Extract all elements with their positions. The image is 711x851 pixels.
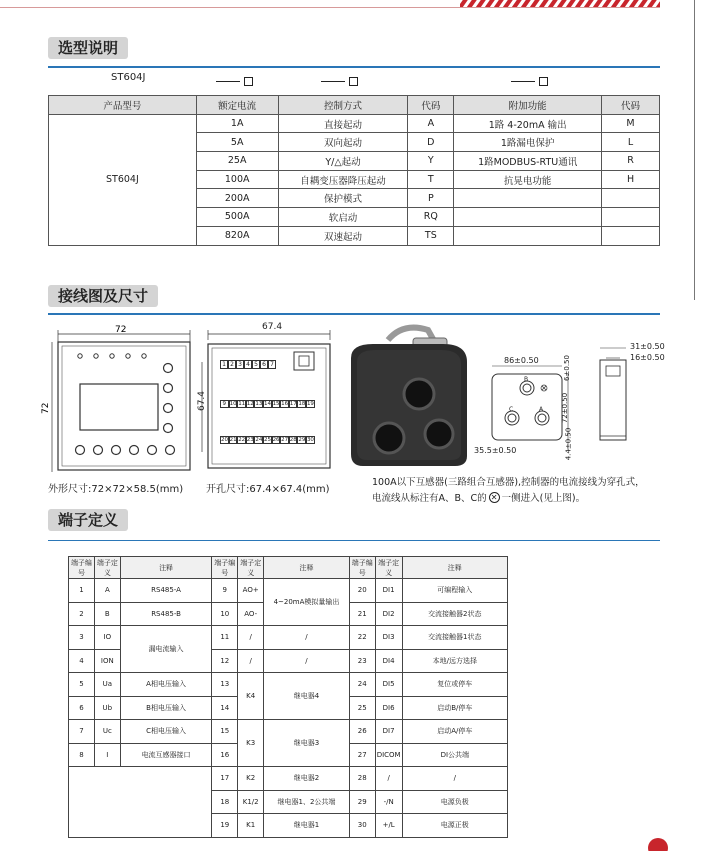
terminal-label: 20: [221, 437, 228, 443]
terminal-label: 6: [260, 360, 268, 369]
terminal-label: 5: [252, 360, 260, 369]
dim-6: 6±0.50: [562, 355, 571, 381]
table-row: [69, 720, 508, 744]
terminal-note: /: [264, 649, 350, 673]
terminal-no: 19: [212, 814, 238, 838]
terminal-note: /: [402, 767, 507, 791]
code-cell: D: [408, 133, 454, 152]
terminal-note: DI公共端: [402, 743, 507, 767]
fcode-cell: R: [602, 152, 660, 171]
terminal-note: 启动A/停车: [402, 720, 507, 744]
function-cell: 抗晃电功能: [454, 170, 602, 189]
terminal-no: 8: [69, 743, 95, 767]
function-cell: 1路漏电保护: [454, 133, 602, 152]
ct-dimension-drawing: [470, 350, 590, 460]
terminal-no: 12: [212, 649, 238, 673]
function-cell: 1路 4-20mA 输出: [454, 114, 602, 133]
terminal-no: 13: [212, 673, 238, 697]
terminal-def: DI1: [375, 579, 402, 603]
terminal-def: Ub: [94, 696, 120, 720]
code-slot-current: [216, 77, 253, 86]
terminal-note: 电源正极: [402, 814, 507, 838]
header-function: 附加功能: [454, 96, 602, 115]
terminal-def: K4: [238, 673, 264, 720]
dim-31: 31±0.50: [630, 342, 665, 351]
header-control: 控制方式: [278, 96, 408, 115]
dim-674-width: 67.4: [262, 322, 283, 332]
fcode-cell: L: [602, 133, 660, 152]
ct-note-text: 一侧进入(见上图)。: [501, 493, 586, 504]
terminal-def: DI3: [375, 626, 402, 650]
terminal-def: DI4: [375, 649, 402, 673]
terminal-label: 3: [236, 360, 244, 369]
terminal-no: 10: [212, 602, 238, 626]
caption-outline-size: 外形尺寸:72×72×58.5(mm): [48, 484, 184, 495]
terminal-label: 4: [244, 360, 252, 369]
terminal-label: 1: [220, 360, 228, 369]
code-cell: A: [408, 114, 454, 133]
terminal-note: 继电器4: [264, 673, 350, 720]
terminal-strip-top: [220, 360, 276, 369]
terminal-label: 16: [281, 401, 289, 407]
terminal-label: 13: [255, 401, 263, 407]
header-terminal-no: 端子编号: [349, 557, 375, 579]
table-row: [69, 579, 508, 603]
terminal-no: 2: [69, 602, 95, 626]
header-code: 代码: [408, 96, 454, 115]
current-cell: 5A: [196, 133, 278, 152]
terminal-no: 24: [349, 673, 375, 697]
terminal-def: -/N: [375, 790, 402, 814]
terminal-note: /: [264, 626, 350, 650]
terminal-no: 14: [212, 696, 238, 720]
terminal-label: 23: [246, 437, 254, 443]
terminal-no: 4: [69, 649, 95, 673]
terminal-def: Ua: [94, 673, 120, 697]
code-slot-function: [511, 77, 548, 86]
fcode-cell: [602, 189, 660, 208]
terminal-def: K3: [238, 720, 264, 767]
ct-label-c: C: [509, 406, 514, 413]
fcode-cell: [602, 208, 660, 227]
terminal-def: ION: [94, 649, 120, 673]
terminal-def: IO: [94, 626, 120, 650]
terminal-label: 21: [229, 437, 237, 443]
header-fcode: 代码: [602, 96, 660, 115]
header-note: 注释: [402, 557, 507, 579]
section-line: [48, 313, 660, 315]
terminal-label: 11: [238, 401, 246, 407]
terminal-def: AO+: [238, 579, 264, 603]
terminal-note: B相电压输入: [120, 696, 212, 720]
code-slot-control: [321, 77, 358, 86]
terminal-def: /: [375, 767, 402, 791]
terminal-no: 18: [212, 790, 238, 814]
terminal-note: RS485-B: [120, 602, 212, 626]
terminal-note: C相电压输入: [120, 720, 212, 744]
terminal-note: 复位或停车: [402, 673, 507, 697]
terminal-note: 继电器3: [264, 720, 350, 767]
terminal-strip-middle: [220, 400, 315, 408]
ct-note-line1: 100A以下互感器(三路组合互感器),控制器的电流接线为穿孔式，: [372, 477, 645, 488]
header-terminal-def: 端子定义: [94, 557, 120, 579]
terminal-note: 电流互感器接口: [120, 743, 212, 767]
current-transformer-photo: [343, 318, 473, 470]
terminal-note: RS485-A: [120, 579, 212, 603]
terminal-def: DI7: [375, 720, 402, 744]
current-cell: 500A: [196, 208, 278, 227]
terminal-no: 29: [349, 790, 375, 814]
rear-view-drawing: [196, 322, 336, 474]
dim-72b: 72±0.50: [561, 392, 570, 424]
header-current: 额定电流: [196, 96, 278, 115]
terminal-note: 本地/远方选择: [402, 649, 507, 673]
ct-note-line2: [372, 490, 585, 504]
code-cell: RQ: [408, 208, 454, 227]
terminal-no: 21: [349, 602, 375, 626]
fcode-cell: M: [602, 114, 660, 133]
current-cell: 100A: [196, 170, 278, 189]
control-cell: 双向起动: [278, 133, 408, 152]
code-cell: Y: [408, 152, 454, 171]
terminal-label: 24: [255, 437, 263, 443]
terminal-label: 7: [268, 360, 276, 369]
terminal-note: 4~20mA模拟量输出: [264, 579, 350, 626]
header-terminal-no: 端子编号: [69, 557, 95, 579]
table-row: [69, 673, 508, 697]
terminal-def: B: [94, 602, 120, 626]
function-cell: [454, 189, 602, 208]
header-rule: [0, 7, 660, 8]
terminal-table: [68, 556, 508, 838]
terminal-no: 1: [69, 579, 95, 603]
header-note: 注释: [264, 557, 350, 579]
terminal-no: 5: [69, 673, 95, 697]
header-terminal-def: 端子定义: [238, 557, 264, 579]
ct-note-text: 电流线从标注有A、B、C的: [372, 493, 487, 504]
section-line: [48, 66, 660, 68]
terminal-no: 6: [69, 696, 95, 720]
dim-355: 35.5±0.50: [474, 446, 517, 455]
terminal-def: K1/2: [238, 790, 264, 814]
terminal-note: 继电器1、2公共端: [264, 790, 350, 814]
selection-table: [48, 95, 660, 246]
control-cell: 保护模式: [278, 189, 408, 208]
current-cell: 820A: [196, 226, 278, 245]
terminal-note: 可编程输入: [402, 579, 507, 603]
terminal-note: 电源负极: [402, 790, 507, 814]
terminal-note: 启动B/停车: [402, 696, 507, 720]
terminal-label: 9: [220, 400, 229, 408]
terminal-no: 22: [349, 626, 375, 650]
terminal-def: K1: [238, 814, 264, 838]
terminal-label: 2: [228, 360, 236, 369]
ct-label-b: B: [524, 376, 529, 383]
terminal-no: 7: [69, 720, 95, 744]
margin-line: [694, 0, 695, 300]
terminal-no: 11: [212, 626, 238, 650]
cross-circle-icon: ✕: [489, 492, 500, 503]
function-cell: [454, 208, 602, 227]
section-title-selection: 选型说明: [48, 37, 128, 59]
current-cell: 200A: [196, 189, 278, 208]
terminal-no: 20: [349, 579, 375, 603]
terminal-def: Uc: [94, 720, 120, 744]
table-row: [69, 626, 508, 650]
current-cell: 25A: [196, 152, 278, 171]
terminal-note: 继电器1: [264, 814, 350, 838]
dim-674-height: 67.4: [197, 390, 208, 412]
terminal-label: 19: [306, 401, 314, 407]
terminal-no: 16: [212, 743, 238, 767]
empty-cell: [69, 767, 212, 838]
front-view-drawing: [40, 322, 200, 474]
terminal-note: 继电器2: [264, 767, 350, 791]
control-cell: 直接起动: [278, 114, 408, 133]
terminal-label: 10: [229, 401, 237, 407]
terminal-def: DICOM: [375, 743, 402, 767]
terminal-no: 15: [212, 720, 238, 744]
terminal-no: 27: [349, 743, 375, 767]
terminal-def: AO-: [238, 602, 264, 626]
terminal-no: 3: [69, 626, 95, 650]
table-row: [69, 767, 508, 791]
terminal-label: 25: [263, 437, 271, 443]
terminal-def: /: [238, 649, 264, 673]
section-line: [48, 540, 660, 541]
terminal-def: K2: [238, 767, 264, 791]
model-cell: ST604J: [49, 114, 197, 245]
terminal-label: 12: [246, 401, 254, 407]
terminal-no: 25: [349, 696, 375, 720]
terminal-note: 漏电流输入: [120, 626, 212, 673]
ct-side-drawing: [596, 340, 668, 450]
terminal-label: 15: [272, 401, 280, 407]
code-cell: T: [408, 170, 454, 189]
terminal-def: +/L: [375, 814, 402, 838]
header-model: 产品型号: [49, 96, 197, 115]
terminal-note: A相电压输入: [120, 673, 212, 697]
dim-72-width: 72: [115, 325, 127, 335]
terminal-no: 9: [212, 579, 238, 603]
function-cell: [454, 226, 602, 245]
control-cell: Y/△起动: [278, 152, 408, 171]
code-cell: TS: [408, 226, 454, 245]
dim-86: 86±0.50: [504, 356, 539, 365]
terminal-label: 27: [281, 437, 289, 443]
terminal-label: 18: [298, 401, 306, 407]
fcode-cell: H: [602, 170, 660, 189]
caption-cutout-size: 开孔尺寸:67.4×67.4(mm): [206, 484, 330, 495]
terminal-label: 17: [289, 401, 297, 407]
dim-72-height: 72: [41, 402, 51, 414]
dim-44: 4.4±0.50: [564, 427, 573, 461]
page-corner-dot: [648, 838, 668, 851]
terminal-label: 14: [263, 401, 271, 407]
terminal-label: 26: [272, 437, 280, 443]
terminal-def: I: [94, 743, 120, 767]
terminal-label: 29: [298, 437, 306, 443]
terminal-no: 23: [349, 649, 375, 673]
terminal-strip-bottom: [220, 436, 315, 444]
current-cell: 1A: [196, 114, 278, 133]
model-code: ST604J: [111, 72, 146, 83]
control-cell: 双速起动: [278, 226, 408, 245]
header-terminal-def: 端子定义: [375, 557, 402, 579]
terminal-no: 26: [349, 720, 375, 744]
section-title-terminal: 端子定义: [48, 509, 128, 531]
table-row: [49, 114, 660, 133]
terminal-def: /: [238, 626, 264, 650]
header-note: 注释: [120, 557, 212, 579]
terminal-label: 28: [289, 437, 297, 443]
terminal-no: 30: [349, 814, 375, 838]
terminal-def: DI2: [375, 602, 402, 626]
header-terminal-no: 端子编号: [212, 557, 238, 579]
terminal-note: 交流接触器2状态: [402, 602, 507, 626]
terminal-note: 交流接触器1状态: [402, 626, 507, 650]
ct-label-a: A: [539, 406, 544, 413]
terminal-def: DI5: [375, 673, 402, 697]
terminal-no: 28: [349, 767, 375, 791]
terminal-no: 17: [212, 767, 238, 791]
terminal-label: 30: [306, 437, 314, 443]
dim-16: 16±0.50: [630, 353, 665, 362]
terminal-def: DI6: [375, 696, 402, 720]
function-cell: 1路MODBUS-RTU通讯: [454, 152, 602, 171]
control-cell: 自耦变压器降压起动: [278, 170, 408, 189]
terminal-def: A: [94, 579, 120, 603]
control-cell: 软启动: [278, 208, 408, 227]
section-title-wiring: 接线图及尺寸: [48, 285, 158, 307]
code-cell: P: [408, 189, 454, 208]
fcode-cell: [602, 226, 660, 245]
terminal-label: 22: [238, 437, 246, 443]
